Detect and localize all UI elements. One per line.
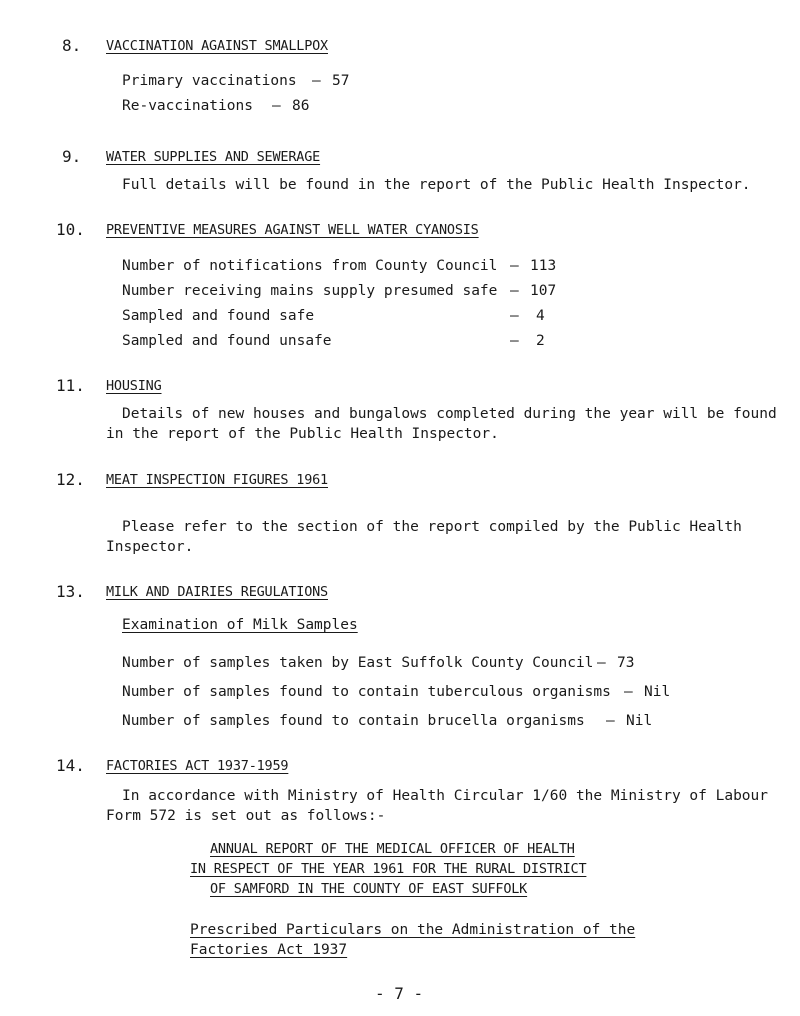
stat-dash: –	[624, 684, 633, 700]
stat-value: 2	[536, 333, 545, 349]
report-title-line: OF SAMFORD IN THE COUNTY OF EAST SUFFOLK	[210, 881, 528, 897]
section-heading: VACCINATION AGAINST SMALLPOX	[106, 38, 328, 54]
section-text-line: In accordance with Ministry of Health Circular 1/60 the Ministry of Labour	[122, 788, 769, 804]
stat-label: Number of samples found to contain tuberculous organisms	[122, 684, 611, 700]
stat-row	[122, 73, 522, 93]
stat-dash: –	[510, 258, 519, 274]
stat-row	[122, 684, 762, 704]
stat-label: Number receiving mains supply presumed safe	[122, 283, 498, 299]
section-number: 9.	[62, 147, 82, 166]
stat-value: Nil	[626, 713, 653, 729]
section-text-line: Details of new houses and bungalows completed during the year will be found	[122, 406, 777, 422]
report-title-line: ANNUAL REPORT OF THE MEDICAL OFFICER OF HEALTH	[210, 841, 575, 857]
section-text-line: Form 572 is set out as follows:-	[106, 808, 386, 824]
section-text-line: Inspector.	[106, 539, 194, 555]
section-text: Full details will be found in the report of the Public Health Inspector.	[122, 177, 751, 193]
section-heading: HOUSING	[106, 378, 162, 394]
section-number: 14.	[56, 756, 85, 775]
stat-dash: –	[606, 713, 615, 729]
stat-row	[122, 283, 642, 303]
stat-label: Sampled and found unsafe	[122, 333, 332, 349]
section-heading: MILK AND DAIRIES REGULATIONS	[106, 584, 328, 600]
stat-dash: –	[312, 73, 321, 89]
stat-row	[122, 308, 642, 328]
page-number: - 7 -	[375, 984, 424, 1003]
stat-value: 113	[530, 258, 557, 274]
report-subtitle-line: Factories Act 1937	[190, 942, 348, 958]
stat-value: 107	[530, 283, 557, 299]
stat-dash: –	[510, 333, 519, 349]
report-subtitle-line: Prescribed Particulars on the Administration of the	[190, 922, 636, 938]
section-number: 8.	[62, 36, 82, 55]
stat-label: Number of samples taken by East Suffolk County Council	[122, 655, 594, 671]
stat-label: Re-vaccinations	[122, 98, 253, 114]
section-number: 10.	[56, 220, 85, 239]
section-subheading: Examination of Milk Samples	[122, 617, 358, 633]
report-title-line: IN RESPECT OF THE YEAR 1961 FOR THE RURAL DISTRICT	[190, 861, 587, 877]
stat-row	[122, 655, 762, 675]
stat-row	[122, 713, 762, 733]
section-heading: FACTORIES ACT 1937-1959	[106, 758, 289, 774]
section-text-line: in the report of the Public Health Inspector.	[106, 426, 499, 442]
section-heading: WATER SUPPLIES AND SEWERAGE	[106, 149, 321, 165]
stat-label: Number of samples found to contain brucella organisms	[122, 713, 585, 729]
section-number: 13.	[56, 582, 85, 601]
stat-value: 73	[617, 655, 635, 671]
stat-label: Primary vaccinations	[122, 73, 297, 89]
stat-dash: –	[510, 308, 519, 324]
stat-value: 86	[292, 98, 310, 114]
stat-dash: –	[510, 283, 519, 299]
section-heading: MEAT INSPECTION FIGURES 1961	[106, 472, 328, 488]
stat-label: Sampled and found safe	[122, 308, 315, 324]
stat-value: 57	[332, 73, 350, 89]
stat-value: 4	[536, 308, 545, 324]
stat-row	[122, 333, 642, 353]
section-text-line: Please refer to the section of the report compiled by the Public Health	[122, 519, 742, 535]
stat-dash: –	[272, 98, 281, 114]
stat-row	[122, 98, 522, 118]
section-heading: PREVENTIVE MEASURES AGAINST WELL WATER CYANOSIS	[106, 222, 479, 238]
stat-label: Number of notifications from County Council	[122, 258, 498, 274]
section-number: 12.	[56, 470, 85, 489]
section-number: 11.	[56, 376, 85, 395]
stat-dash: –	[597, 655, 606, 671]
stat-value: Nil	[644, 684, 671, 700]
stat-row	[122, 258, 642, 278]
